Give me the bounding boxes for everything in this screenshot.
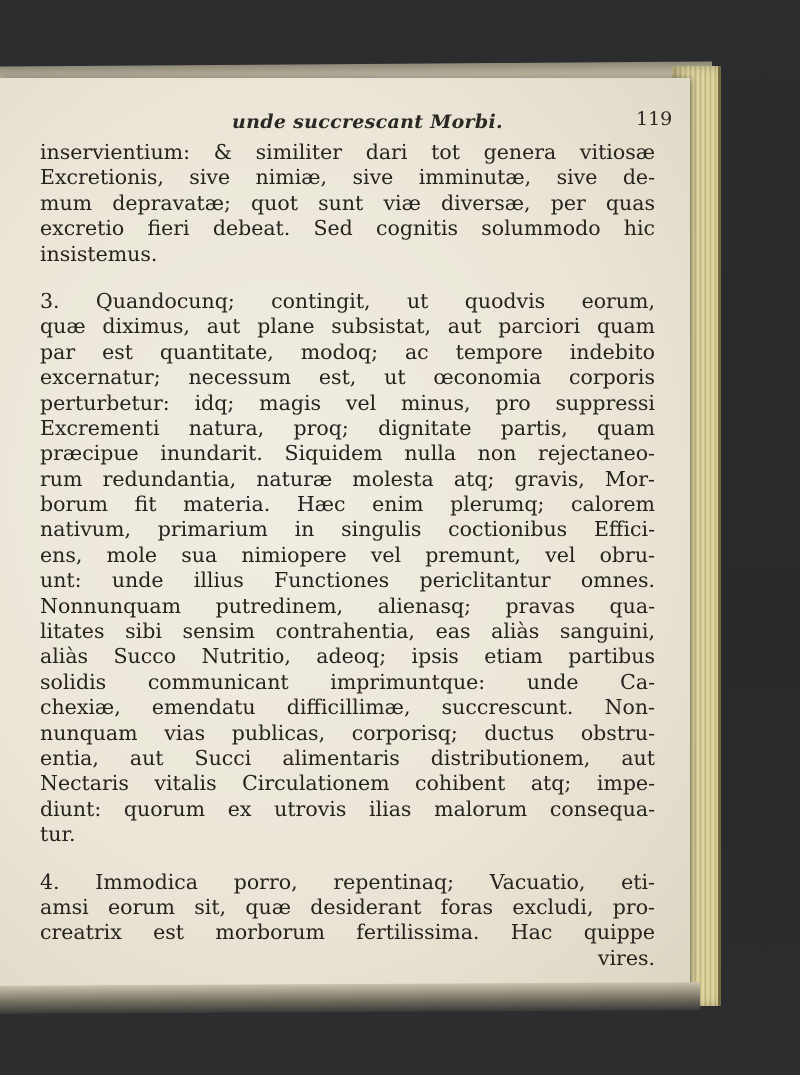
text-line: Excrementi natura, proq; dignitate partis, quam: [40, 415, 655, 440]
text-line: tur.: [40, 822, 76, 847]
text-line: amsi eorum sit, quæ desiderant foras excludi, pro-: [40, 894, 655, 919]
text-line: borum fit materia. Hæc enim plerumq; calorem: [40, 492, 655, 517]
text-line: chexiæ, emendatu difficillimæ, succrescunt. Non-: [40, 695, 655, 720]
text-line: excernatur; necessum est, ut œconomia corporis: [40, 365, 655, 390]
text-line: creatrix est morborum fertilissima. Hac quippe: [40, 920, 655, 945]
text-line: inservientium: & similiter dari tot genera vitiosæ: [40, 140, 655, 164]
text-line: Excretionis, sive nimiæ, sive imminutæ, sive de-: [40, 165, 655, 190]
text-line: præcipue inundarit. Siquidem nulla non rejectaneo-: [40, 441, 655, 466]
text-line: nativum, primarium in singulis coctionibus Effici-: [40, 517, 655, 542]
text-line: solidis communicant imprimuntque: unde Ca-: [40, 669, 655, 694]
paragraph: [40, 140, 655, 267]
catchword: vires.: [597, 945, 655, 970]
page-bottom-edge: [0, 982, 700, 1014]
text-line: entia, aut Succi alimentaris distributionem, aut: [40, 745, 655, 770]
text-line: diunt: quorum ex utrovis ilias malorum consequa-: [40, 796, 655, 821]
paragraph: [40, 870, 655, 946]
text-line: nunquam vias publicas, corporisq; ductus obstru-: [40, 720, 655, 745]
paragraph: [40, 289, 655, 848]
text-line: unt: unde illius Functiones periclitantur omnes.: [40, 568, 655, 593]
text-line: litates sibi sensim contrahentia, eas aliàs sanguini,: [40, 619, 655, 644]
text-line: excretio fieri debeat. Sed cognitis solummodo hic: [40, 216, 655, 241]
text-line: 3. Quandocunq; contingit, ut quodvis eorum,: [40, 288, 655, 313]
body-text: [40, 140, 655, 971]
running-head: unde succrescant Morbi.: [232, 111, 503, 133]
text-line: quæ diximus, aut plane subsistat, aut parciori quam: [40, 314, 655, 339]
text-line: mum depravatæ; quot sunt viæ diversæ, per quas: [40, 190, 655, 215]
page-number: 119: [636, 108, 673, 130]
text-line: aliàs Succo Nutritio, adeoq; ipsis etiam partibus: [40, 644, 655, 669]
text-line: perturbetur: idq; magis vel minus, pro suppressi: [40, 390, 655, 415]
text-line: insistemus.: [40, 241, 158, 266]
text-line: Nectaris vitalis Circulationem cohibent atq; impe-: [40, 771, 655, 796]
text-line: Nonnunquam putredinem, alienasq; pravas qua-: [40, 593, 655, 618]
text-line: 4. Immodica porro, repentinaq; Vacuatio, eti-: [40, 869, 655, 894]
text-line: rum redundantia, naturæ molesta atq; gravis, Mor-: [40, 466, 655, 491]
text-line: ens, mole sua nimiopere vel premunt, vel obru-: [40, 542, 655, 567]
text-line: par est quantitate, modoq; ac tempore indebito: [40, 339, 655, 364]
